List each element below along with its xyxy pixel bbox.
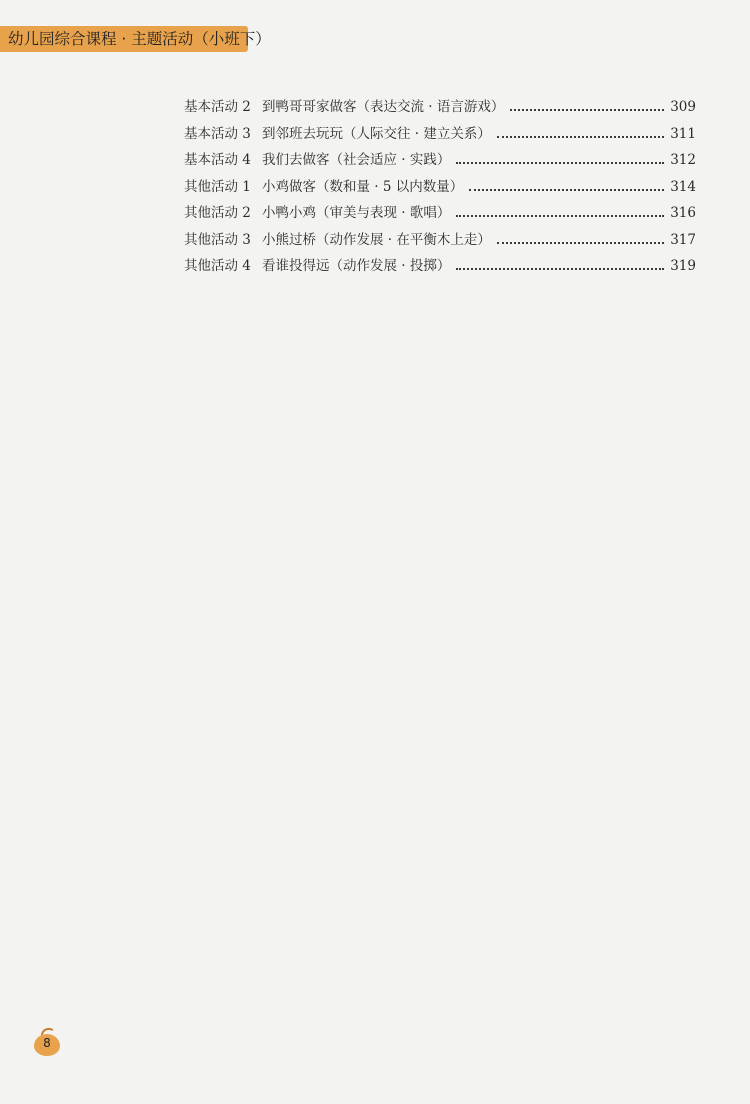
toc-entry-number: 其他活动 1 — [184, 178, 251, 195]
toc-entry-page: 309 — [670, 99, 696, 115]
page-number: 8 — [43, 1036, 51, 1050]
toc-entry-page: 312 — [670, 152, 696, 168]
dot-leader — [469, 189, 664, 191]
dot-leader — [497, 242, 664, 244]
toc-entry-title: 小熊过桥（动作发展 · 在平衡木上走） — [262, 231, 491, 248]
toc-entry-page: 319 — [670, 258, 696, 274]
dot-leader — [456, 162, 664, 164]
toc-entry-title: 小鸭小鸡（审美与表现 · 歌唱） — [262, 205, 451, 221]
toc-entry — [184, 122, 696, 149]
toc-entry — [184, 148, 696, 175]
toc-entry-title: 到鸭哥哥家做客（表达交流 · 语言游戏） — [262, 99, 505, 115]
dot-leader — [497, 136, 664, 138]
toc-entry-number: 其他活动 3 — [184, 231, 251, 248]
toc-entry-title: 我们去做客（社会适应 · 实践） — [262, 152, 451, 168]
toc-entry-number: 其他活动 4 — [184, 258, 251, 274]
toc-entry-title: 小鸡做客（数和量 · 5 以内数量） — [262, 178, 464, 195]
dot-leader — [456, 268, 664, 270]
toc-entry-number: 基本活动 2 — [184, 99, 251, 115]
table-of-contents — [184, 95, 696, 281]
toc-entry — [184, 201, 696, 228]
toc-entry — [184, 254, 696, 281]
toc-entry-page: 316 — [670, 205, 696, 221]
toc-entry-title: 到邻班去玩玩（人际交往 · 建立关系） — [262, 125, 491, 142]
toc-entry-title: 看谁投得远（动作发展 · 投掷） — [262, 258, 451, 274]
toc-entry — [184, 175, 696, 202]
dot-leader — [456, 215, 664, 217]
dot-leader — [510, 109, 664, 111]
toc-entry-number: 基本活动 3 — [184, 125, 251, 142]
toc-entry — [184, 95, 696, 122]
toc-entry-page: 311 — [670, 125, 696, 142]
toc-entry-page: 317 — [670, 231, 696, 248]
running-header — [0, 26, 271, 52]
book-title: 幼儿园综合课程 · 主题活动（小班下） — [8, 30, 271, 48]
toc-entry-number: 其他活动 2 — [184, 205, 251, 221]
toc-entry-number: 基本活动 4 — [184, 152, 251, 168]
toc-entry-page: 314 — [670, 178, 696, 195]
toc-entry — [184, 228, 696, 255]
